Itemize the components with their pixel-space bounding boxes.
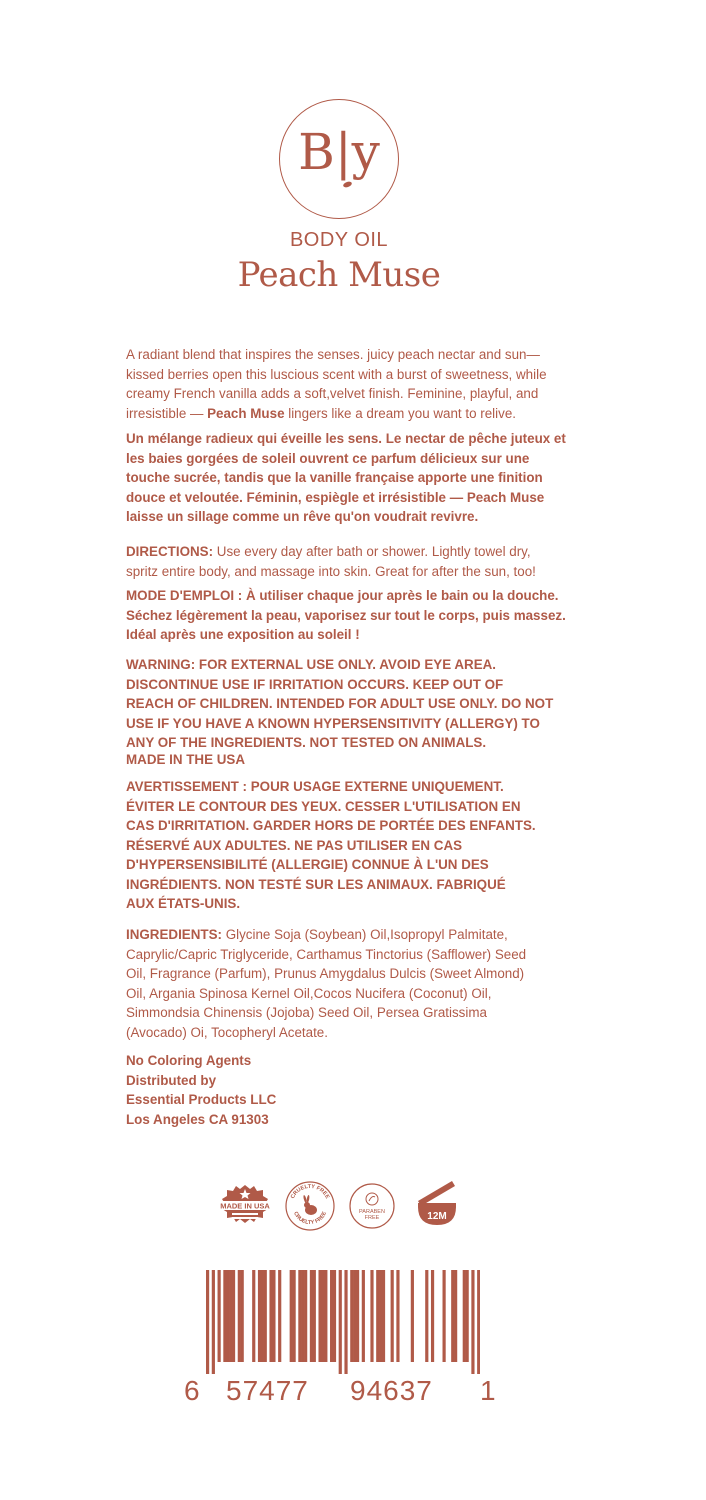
paraben-free-icon (348, 1182, 396, 1230)
directions-label: DIRECTIONS: (126, 544, 214, 559)
barcode-bar (310, 1270, 313, 1362)
warning-fr: AVERTISSEMENT : POUR USAGE EXTERNE UNIQUEMENT. ÉVITER LE CONTOUR DES YEUX. CESSER L'UTILISATION EN CAS D'IRRITATION. GARDER HORS DE PORTÉE DES ENFANTS. RÉSERVÉ AUX ADULTES. NE PAS UTILISER EN CAS D'HYPERSENSIBILITÉ (ALLERGIE) CONNUE À L'UN DES INGRÉDIENTS. NON TESTÉ SUR LES ANIMAUX. FABRIQUÉ AUX ÉTATS-UNIS. (126, 779, 536, 911)
barcode-bar (272, 1270, 275, 1362)
barcode-bar (293, 1270, 296, 1362)
barcode-bar (362, 1270, 365, 1362)
barcode-bar (376, 1270, 379, 1362)
svg-text:CRUELTY FREE: CRUELTY FREE (289, 1183, 331, 1200)
barcode-bar (304, 1270, 307, 1362)
barcode-bar (313, 1270, 316, 1362)
directions-en: DIRECTIONS: Use every day after bath or shower. Lightly towel dry, spritz entire body, and massage into skin. Great for after the sun, too! (126, 544, 536, 579)
barcode-bar (298, 1270, 301, 1362)
directions-fr: MODE D'EMPLOI : À utiliser chaque jour après le bain ou la douche. Séchez légèrement la peau, vaporisez sur tout le corps, puis massez. Idéal après une exposition au soleil ! (126, 588, 566, 642)
paraben-free-label: FREE (364, 1215, 380, 1221)
warning-en: WARNING: FOR EXTERNAL USE ONLY. AVOID EYE AREA. DISCONTINUE USE IF IRRITATION OCCURS. KEEP OUT OF REACH OF CHILDREN. INTENDED FOR ADULT USE ONLY. DO NOT USE IF YOU HAVE A KNOWN HYPERSENSITIVITY (ALLERGY) TO ANY OF THE INGREDIENTS. NOT TESTED ON ANIMALS. (126, 657, 554, 750)
barcode-bar (451, 1270, 454, 1362)
barcode-bar (466, 1270, 469, 1362)
product-type: BODY OIL (289, 229, 389, 251)
ingredients: INGREDIENTS: Glycine Soja (Soybean) Oil,Isopropyl Palmitate, Caprylic/Capric Triglyceride, Carthamus Tinctorius (Safflower) Seed Oil, Fragrance (Parfum), Prunus Amygdalus Dulcis (Sweet Almond) Oil, Argania Spinosa Kernel Oil,Cocos Nucifera (Coconut) Oil, Simmondsia Chinensis (Jojoba) Seed Oil, Persea Gratissima (Avocado) Oi, Tocopheryl Acetate. (126, 927, 527, 1040)
barcode-bar (356, 1270, 359, 1362)
description-fr: Un mélange radieux qui éveille les sens. Le nectar de pêche juteux et les baies gorgées de soleil ouvrent ce parfum délicieux sur une touche sucrée, tandis que la vanille française apporte une finition douce et veloutée. Féminin, espiègle et irrésistible — Peach Muse laisse un sillage comme un rêve qu'on voudrait revivre. (126, 431, 566, 524)
description-en: A radiant blend that inspires the senses. juicy peach nectar and sun—kissed berries open this luscious scent with a burst of sweetness, while creamy French vanilla adds a soft,velvet finish. Feminine, playful, and irresistible — Peach Muse lingers like a dream you want to relive. (126, 347, 547, 421)
barcode-bar (206, 1270, 209, 1374)
barcode-bar (471, 1270, 474, 1374)
barcode-bar (425, 1270, 428, 1362)
barcode-bar (261, 1270, 264, 1362)
made-in-usa-label: MADE IN USA (220, 1201, 270, 1211)
barcode-bar (333, 1270, 336, 1362)
barcode-group-1: 57477 (226, 1375, 309, 1406)
barcode-bar (252, 1270, 255, 1362)
barcode-bar (269, 1270, 272, 1362)
barcode-bar (379, 1270, 382, 1362)
no-coloring-text: No Coloring Agents (126, 1053, 252, 1068)
svg-text:CRUELTY FREE: CRUELTY FREE (292, 1210, 328, 1227)
barcode-bar (324, 1270, 327, 1362)
barcode-bar (218, 1270, 221, 1362)
brand-logo-text: B|y (298, 123, 380, 181)
company-address: Los Angeles CA 91303 (126, 1111, 269, 1127)
distributed-by-text: Distributed by (126, 1072, 217, 1088)
barcode-bar (226, 1270, 229, 1362)
barcode-bar (350, 1270, 353, 1362)
barcode-bar (431, 1270, 434, 1362)
distribution-info (126, 1051, 558, 1129)
barcode-bar (443, 1270, 446, 1362)
barcode-bar (454, 1270, 457, 1362)
barcode-bar (223, 1270, 226, 1362)
barcode-bar (238, 1270, 241, 1362)
description-product-name: Peach Muse (207, 405, 285, 421)
barcode-bar (232, 1270, 235, 1362)
barcode-bar (339, 1270, 342, 1374)
barcode-bar (382, 1270, 385, 1362)
barcode-bar (290, 1270, 293, 1362)
barcode-bar (264, 1270, 267, 1362)
made-in-usa-text: MADE IN THE USA (126, 752, 246, 767)
barcode-bar (301, 1270, 304, 1362)
made-in-usa-icon (218, 1183, 272, 1227)
barcode-bar (477, 1270, 480, 1374)
barcode-bar (396, 1270, 399, 1362)
barcode-bar (278, 1270, 281, 1362)
company-name: Essential Products LLC (126, 1092, 277, 1107)
ingredients-label: INGREDIENTS: (126, 927, 222, 942)
barcode-bar (370, 1270, 373, 1362)
paraben-label: PARABEN (359, 1209, 385, 1215)
pao-12m-icon (412, 1177, 462, 1229)
barcode-bar (353, 1270, 356, 1362)
barcode-bar (391, 1270, 394, 1362)
brand-logo (279, 99, 399, 219)
barcode-bar (411, 1270, 414, 1362)
barcode-digit-first: 6 (184, 1375, 200, 1406)
barcode-bar (463, 1270, 466, 1362)
barcode-bar (321, 1270, 324, 1362)
barcode-group-2: 94637 (350, 1375, 433, 1406)
barcode-bar (229, 1270, 232, 1362)
barcode-bar (258, 1270, 261, 1362)
barcode-bar (241, 1270, 244, 1362)
barcode-bar (318, 1270, 321, 1362)
barcode-digit-last: 1 (480, 1375, 496, 1406)
barcode-bar (212, 1270, 215, 1374)
cruelty-free-icon (284, 1177, 336, 1235)
barcode (206, 1270, 480, 1374)
pao-label: 12M (427, 1211, 447, 1222)
barcode-bar (344, 1270, 347, 1374)
barcode-bar (330, 1270, 333, 1362)
product-name: Peach Muse (237, 255, 441, 295)
